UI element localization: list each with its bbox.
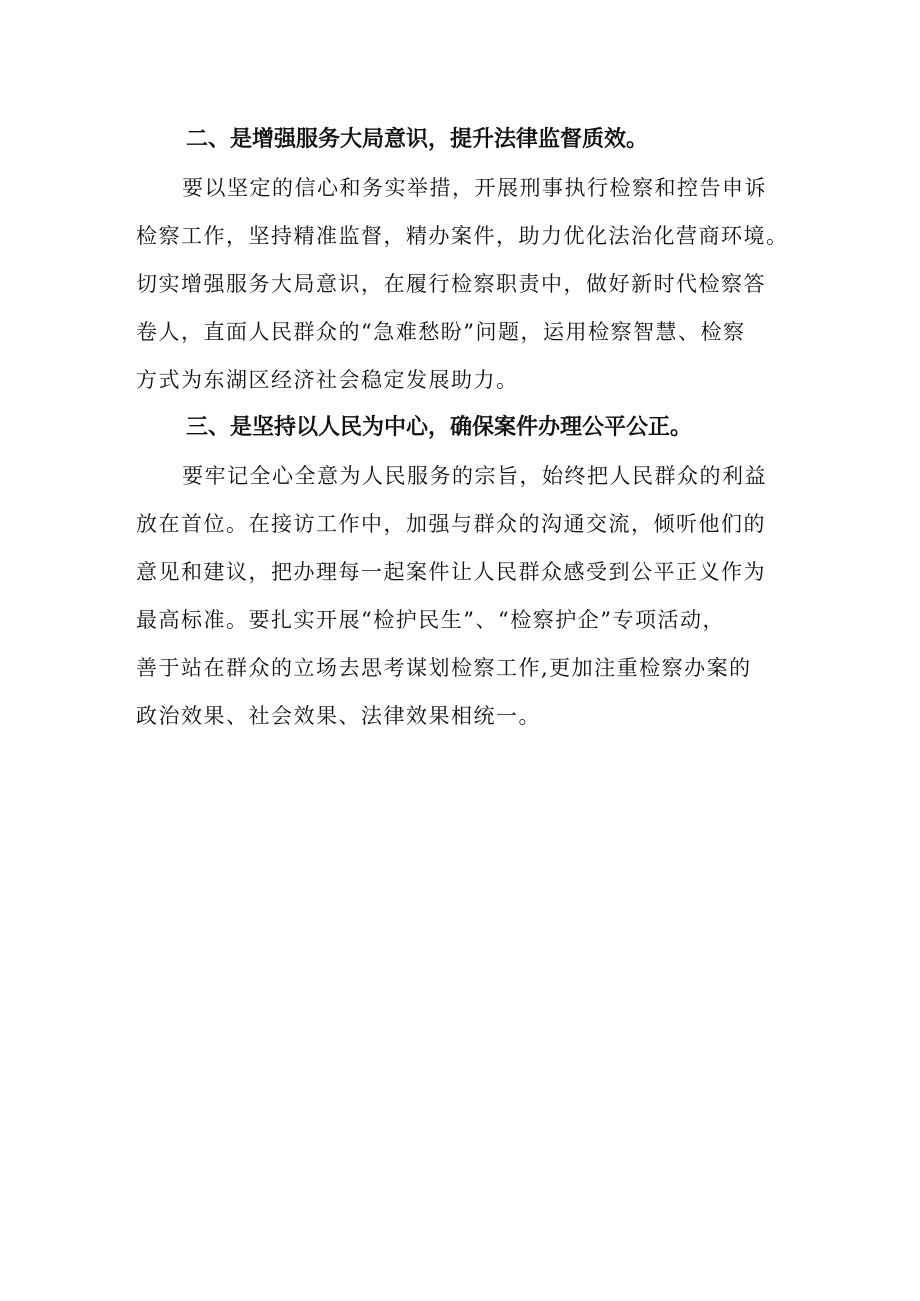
section-heading-2: 二、是增强服务大局意识，提升法律监督质效。 [186,127,649,152]
paragraph-line: 善于站在群众的立场去思考谋划检察工作,更加注重检察办案的 [136,656,752,680]
paragraph-line: 卷人，直面人民群众的“急难愁盼”问题，运用检察智慧、检察 [136,320,746,344]
paragraph-line: 方式为东湖区经济社会稳定发展助力。 [136,368,519,392]
paragraph-line: 意见和建议，把办理每一起案件让人民群众感受到公平正义作为 [136,560,766,584]
section-heading-3: 三、是坚持以人民为中心，确保案件办理公平公正。 [186,415,693,440]
paragraph-line: 切实增强服务大局意识，在履行检察职责中，做好新时代检察答 [136,272,766,296]
paragraph-line: 检察工作，坚持精准监督，精办案件，助力优化法治化营商环境。 [136,224,789,248]
paragraph-line: 放在首位。在接访工作中，加强与群众的沟通交流，倾听他们的 [136,512,766,536]
paragraph-line: 政治效果、社会效果、法律效果相统一。 [136,704,541,728]
paragraph-line: 最高标准。要扎实开展“检护民生”、“检察护企”专项活动， [136,608,725,632]
paragraph-line: 要牢记全心全意为人民服务的宗旨，始终把人民群众的利益 [182,464,767,488]
document-body [136,116,796,740]
section-paragraph-2 [136,164,796,404]
section-paragraph-3 [136,452,796,740]
paragraph-line: 要以坚定的信心和务实举措，开展刑事执行检察和控告申诉 [182,176,767,200]
